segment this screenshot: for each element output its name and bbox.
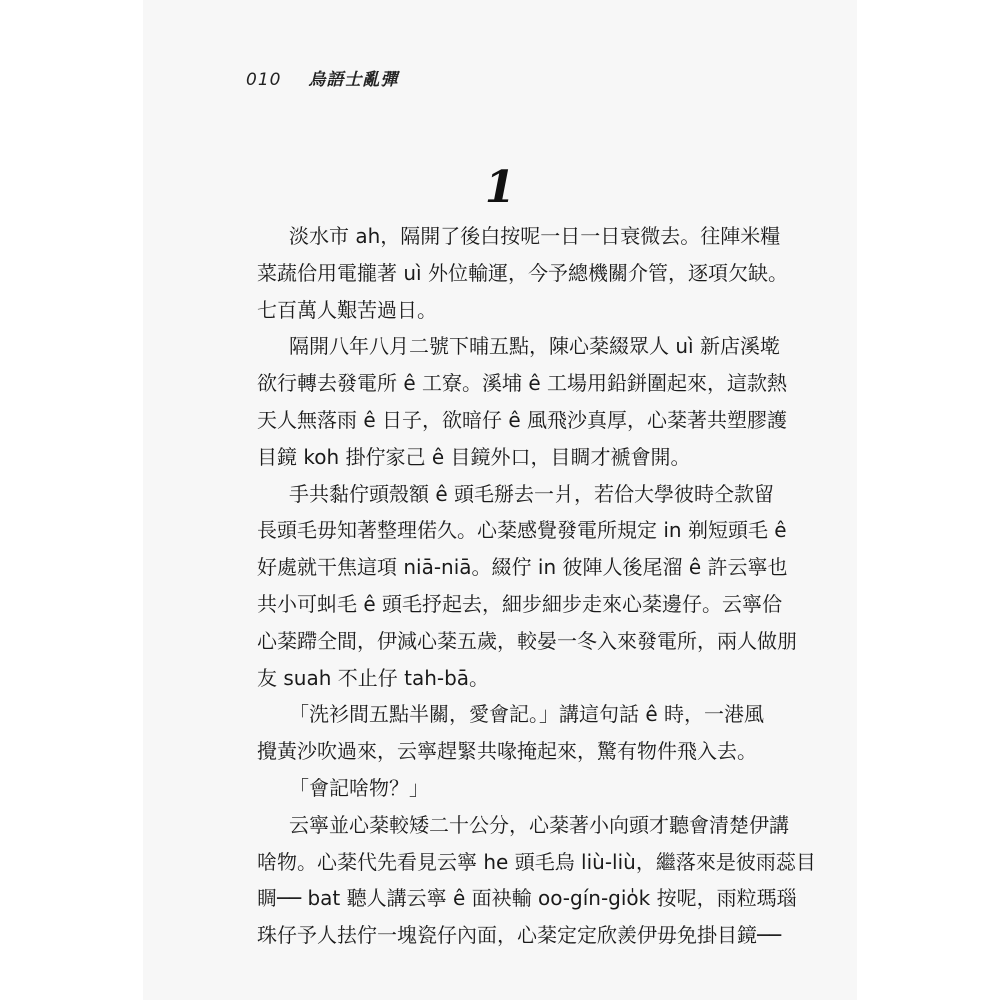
paragraph — [257, 476, 797, 697]
text-line: 攪黃沙吹過來，云寧趕緊共喙掩起來，驚有物件飛入去。 — [257, 739, 757, 764]
text-line: 珠仔予人抾佇一塊瓷仔內面，心棻定定欣羨伊毋免掛目鏡── — [257, 923, 782, 948]
book-page — [143, 0, 857, 1000]
text-line: 「洗衫間五點半關，愛會記。」講這句話 ê 時，一港風 — [289, 702, 765, 727]
text-line: 淡水市 ah，隔開了後白按呢一日一日衰微去。往陣米糧 — [289, 224, 781, 248]
running-head — [246, 65, 398, 90]
paragraph — [257, 328, 788, 475]
page-number: 010 — [246, 70, 282, 90]
text-line: 長頭毛毋知著整理偌久。心棻感覺發電所規定 in 剃短頭毛 ê — [257, 518, 787, 543]
book-title: 烏語士亂彈 — [308, 70, 399, 90]
paragraph — [257, 807, 816, 954]
paragraph — [257, 218, 788, 328]
text-line: 手共黏佇頭殼額 ê 頭毛掰去一爿，若佮大學彼時仝款留 — [289, 481, 775, 506]
text-line: 共小可虯毛 ê 頭毛抒起去，細步細步走來心棻邊仔。云寧佮 — [257, 591, 783, 616]
text-line: 心棻蹛仝間，伊減心棻五歲，較晏一冬入來發電所，兩人做朋 — [257, 628, 797, 653]
text-line: 云寧並心棻較矮二十公分，心棻著小向頭才聽會清楚伊講 — [289, 812, 789, 837]
text-line: 菜蔬佮用電攏著 uì 外位輸運，今予總機關介管，逐項欠缺。 — [257, 260, 788, 285]
text-line: 目鏡 koh 掛佇家己 ê 目鏡外口，目睭才褫會開。 — [257, 444, 691, 469]
text-line: 七百萬人艱苦過日。 — [257, 297, 437, 322]
text-line: 欲行轉去發電所 ê 工寮。溪埔 ê 工場用鉛鉼圍起來，這款熱 — [257, 371, 788, 396]
body-text — [257, 218, 816, 954]
text-line: 啥物。心棻代先看見云寧 he 頭毛烏 liù-liù，繼落來是彼雨蕊目 — [257, 849, 816, 874]
text-line: 友 suah 不止仔 tah-bā。 — [257, 665, 490, 690]
paragraph — [257, 770, 777, 807]
paragraph — [257, 696, 777, 770]
text-line: 天人無落雨 ê 日子，欲暗仔 ê 風飛沙真厚，心棻著共塑膠護 — [257, 407, 788, 432]
chapter-number: 1 — [484, 162, 516, 213]
text-line: 好處就干焦這項 niā-niā。綴佇 in 彼陣人後尾溜 ê 許云寧也 — [257, 555, 788, 580]
text-line: 「會記啥物？」 — [289, 775, 429, 800]
text-line: 睭── bat 聽人講云寧 ê 面袂輸 oo-gín-gio̍k 按呢，雨粒瑪瑙 — [257, 886, 797, 911]
text-line: 隔開八年八月二號下晡五點，陳心棻綴眾人 uì 新店溪墘 — [289, 334, 780, 359]
